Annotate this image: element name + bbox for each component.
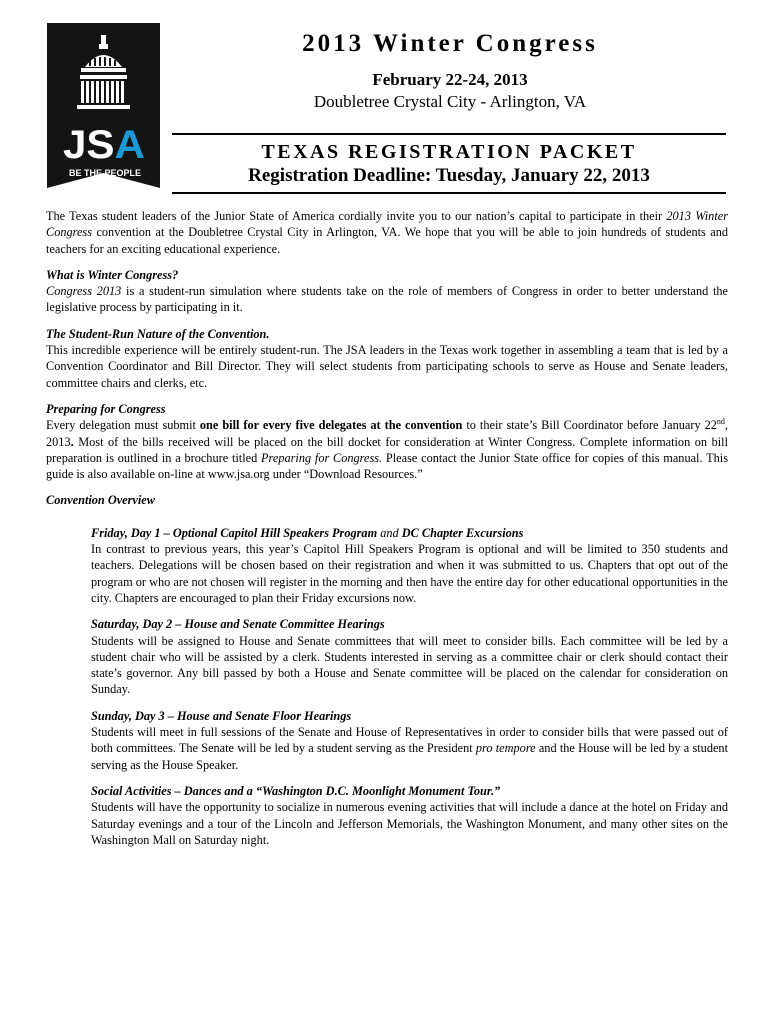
intro-paragraph bbox=[46, 208, 728, 257]
page-title: 2013 Winter Congress bbox=[302, 30, 598, 57]
overview-heading: Convention Overview bbox=[46, 493, 155, 508]
document-body bbox=[46, 208, 728, 858]
ordinal-suffix: nd bbox=[716, 417, 725, 427]
event-venue: Doubletree Crystal City - Arlington, VA bbox=[313, 92, 587, 111]
friday-section bbox=[91, 525, 728, 606]
preparing-period: . bbox=[70, 434, 74, 449]
document-header bbox=[175, 28, 725, 112]
student-run-text: This incredible experience will be entirely student-run. The JSA leaders in the Texas work together in assembling a team that is led by a Convention Coordinator and Bill Director. They will select students from participating schools to serve as House and Senate leaders, committee chairs and clerks, etc. bbox=[46, 343, 728, 390]
saturday-heading: Saturday, Day 2 – House and Senate Committee Hearings bbox=[91, 617, 385, 632]
what-heading: What is Winter Congress? bbox=[46, 267, 179, 282]
preparing-section bbox=[46, 401, 728, 482]
sunday-heading: Sunday, Day 3 – House and Senate Floor Hearings bbox=[91, 708, 352, 723]
saturday-section bbox=[91, 616, 728, 697]
header-divider-bottom bbox=[172, 192, 726, 194]
header-divider bbox=[172, 133, 726, 135]
packet-block bbox=[172, 140, 726, 188]
social-text: Students will have the opportunity to socialize in numerous evening activities that will include a dance at the hotel on Friday and Saturday evenings and a tour of the Lincoln and Jefferson Memorials, the Washington Monument, and many other sites on the Washington Mall on Saturday night. bbox=[91, 800, 728, 847]
logo-text: JSA bbox=[63, 123, 144, 167]
what-emphasis: Congress 2013 bbox=[46, 284, 122, 299]
sunday-text-a: Students will meet in full sessions of the Senate and House of Representatives in order to consider bills that were passed out of both committees. The Senate will be led by a student serving as the President bbox=[91, 725, 728, 756]
jsa-logo bbox=[47, 23, 160, 188]
preparing-text-d: Most of the bills received will be placed on the bill docket for consideration at Winter Congress. Complete information on bill preparation is outlined in a brochure titled bbox=[46, 434, 728, 465]
what-text: is a student-run simulation where students take on the role of members of Congress in order to better understand the legislative process by participating in it. bbox=[46, 284, 728, 315]
registration-deadline: Registration Deadline: Tuesday, January 22, 2013 bbox=[248, 165, 650, 186]
sunday-text-b: and the House will be led by a student serving as the House Speaker. bbox=[91, 741, 728, 772]
preparing-text-e: Please contact the Junior State office for copies of this manual. This guide is also available on-line at www.jsa.org under “Download Resources.” bbox=[46, 450, 728, 482]
friday-heading-b: DC Chapter Excursions bbox=[401, 525, 524, 540]
preparing-text-c: , 2013 bbox=[46, 418, 728, 449]
saturday-text: Students will be assigned to House and Senate committees that will meet to consider bills. Each committee will be led by a student chair who will be assisted by a clerk. Students interested in serving as a committee chair or clerk should contact their state’s governor. Any bill passed by both a House and Senate committee will be placed on the calendar for consideration on Sunday. bbox=[91, 633, 728, 697]
social-heading: Social Activities – Dances and a “Washington D.C. Moonlight Monument Tour.” bbox=[91, 783, 501, 798]
preparing-emphasis: Preparing for Congress. bbox=[261, 450, 383, 465]
intro-text: The Texas student leaders of the Junior State of America cordially invite you to our nation’s capital to participate in their bbox=[46, 209, 667, 223]
sunday-section bbox=[91, 708, 728, 773]
social-section bbox=[91, 783, 728, 848]
intro-emphasis: 2013 Winter Congress bbox=[46, 209, 728, 240]
preparing-bold: one bill for every five delegates at the convention bbox=[199, 418, 463, 433]
logo-tagline: BE THE PEOPLE bbox=[69, 168, 142, 178]
intro-text-2: convention at the Doubletree Crystal City in Arlington, VA. We hope that you will be able to join hundreds of students and teachers for an exciting educational experience. bbox=[46, 225, 728, 256]
capitol-dome-icon bbox=[47, 23, 160, 188]
what-section bbox=[46, 267, 728, 316]
preparing-text-a: Every delegation must submit bbox=[46, 418, 200, 433]
packet-title: TEXAS REGISTRATION PACKET bbox=[261, 141, 637, 163]
student-run-section bbox=[46, 326, 728, 391]
friday-heading-and: and bbox=[377, 525, 402, 540]
student-run-heading: The Student-Run Nature of the Convention. bbox=[46, 326, 270, 341]
preparing-heading: Preparing for Congress bbox=[46, 401, 166, 416]
preparing-text-b: to their state’s Bill Coordinator before January 22 bbox=[462, 418, 717, 433]
friday-text: In contrast to previous years, this year’s Capitol Hill Speakers Program is optional and will be limited to 350 students and teachers. Delegations will be chosen based on their registration and when it was submitted to us. Chapters that opt out of the program or who are not chosen will register in the morning and then have the entire day for other educational opportunities in the city. Chapters are encouraged to plan their Friday excursions now. bbox=[91, 542, 728, 605]
event-dates: February 22-24, 2013 bbox=[372, 70, 528, 89]
sunday-emphasis: pro tempore bbox=[475, 741, 536, 756]
friday-heading: Friday, Day 1 – Optional Capitol Hill Speakers Program bbox=[91, 525, 378, 540]
